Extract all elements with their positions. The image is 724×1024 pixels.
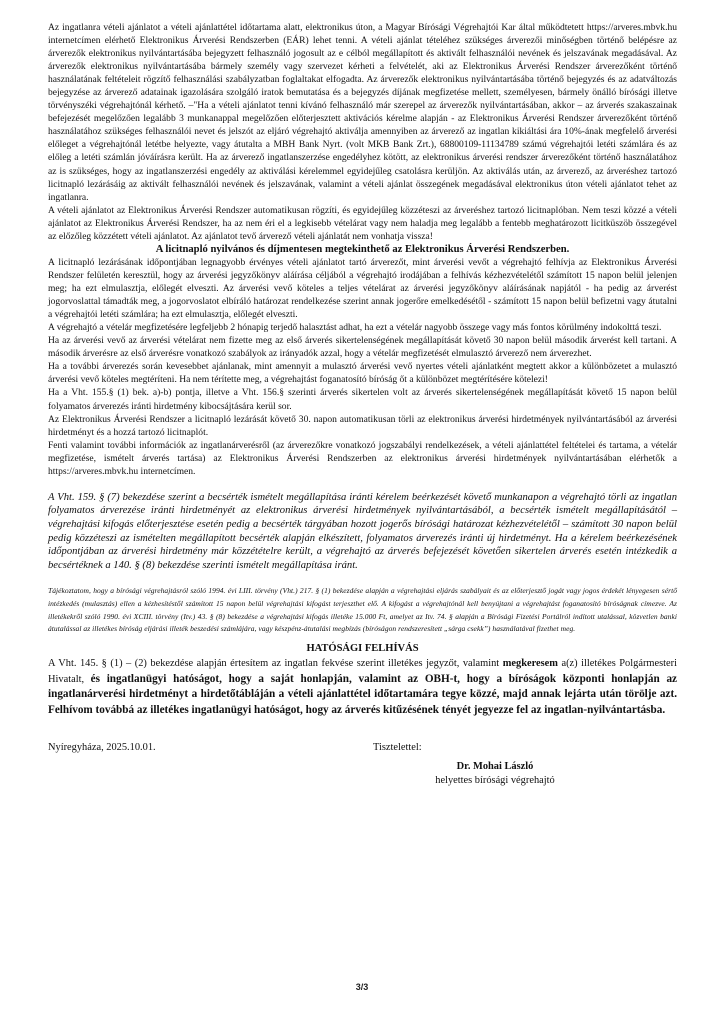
paragraph-vht-159: A Vht. 159. § (7) bekezdése szerint a becsérték ismételt megállapítása iránti kérelem beérkezését követő munkanapon a végrehajtó törli az ingatlan folyamatos árverezése iránti hirdetményét az elektronikus árverési hirdetmények nyilvántartásából, a becsérték ismételt megállapításától – végrehajtási kifogás előterjesztése esetén pedig a becsérték tárgyában hozott jogerős bírósági határozat kézhezvételétől – számított 30 napon belül pedig közzéteszi az ismételten megállapított becsérték alapján elkészített, folyamatos árverezés iránti új hirdetményt. Ha a kérelem beérkezésének időpontjában az árverési hirdetmény már közzétételre került, a végrehajtó az árverés befejezését követően sikertelen árverés esetén intézkedik a becsértéknek a 140. § (8) bekezdése szerinti ismételt megállapítása iránt. [48,491,677,571]
paragraph-online-bidding: Az ingatlanra vételi ajánlatot a vételi ajánlattétel időtartama alatt, elektronikus úton, a Magyar Bírósági Végrehajtói Kar által működtetett https://arveres.mbvk.hu internetcímen elérhető Elektronikus Árverési Rendszerben (EÁR) lehet tenni. A vételi ajánlat tételéhez szükséges árverezői minőségben történő belépésre az árverezők elektronikus nyilvántartásába bejegyzett felhasználó jogosult az e célból megállapított és aktivált felhasználói nevének és jelszavának megadásával. Az árverezők elektronikus nyilvántartásába bármely személy vagy szervezet kérheti a felvételét, aki az Elektronikus Árverési Rendszer árverezőként történő használatának feltételeit rögzítő felhasználási szabályzatban foglaltakat elfogadta. Az árverezők elektronikus nyilvántartásába történő bejegyzés és az adatváltozás bejegyzése az árverező adatainak igazolására szolgáló iratok bemutatása és a bejegyzés díjának megfizetése mellett, személyesen, bármely önálló bírósági illetve törvényszéki végrehajtónál kérhető. –"Ha a vételi ajánlatot tenni kívánó felhasználó már szerepel az árverezők nyilvántartásában, akkor – az árverés szakaszainak befejezését megelőzően legalább 3 munkanappal megelőzően előterjesztett aktivációs kérelme alapján - az Elektronikus Árverési Rendszer árverezőként történő használatához szükséges felhasználói nevet és jelszót az eljáró végrehajtó aktiválja amennyiben az árverező az ingatlan kikiáltási ára 10%-ának megfelelő árverési előleget a végrehajtónál letétbe helyezte, vagy átutalta a MBH Bank Nyrt. (volt MKB Bank Zrt.), 68800109-11134789 számú végrehajtói letéti számlára és az előleg a letéti számlán jóváírásra került. Ha az árverező ingatlanszerzése engedélyhez kötött, az elektronikus árverési rendszer árverezőként történő használatához az is szükséges, hogy az ingatlanszerzési engedély az aktiválási kérelemmel egyidejűleg csatolásra kerüljön. Az aktiválás után, az árverező, az árveréshez tartozó licitnapló lezárásáig az aktivált felhasználói nevének és jelszavának, valamint a vételi ajánlat összegének megadásával elektronikus úton vételi ajánlatot tehet az ingatlanra. [48,22,677,203]
paragraph-auto-delete: Az Elektronikus Árverési Rendszer a licitnapló lezárását követő 30. napon automatikusan törli az elektronikus árverési hirdetmények nyilvántartásából az árverési hirdetményt és a hozzá tartozó licitnaplót. [48,413,677,438]
authority-bold-2: és ingatlanügyi hatóságot, hogy a saját honlapján, valamint az OBH-t, hogy a bíróságok központi honlapján az ingatlanárverési hirdetményt a hirdetőtábláján a vételi ajánlattétel időtartamára tegye közzé, majd annak lejárta után törölje azt. Felhívom továbbá az illetékes ingatlanügyi hatóságot, hogy az árverés kitűzésének tényét jegyezze fel az ingatlan-nyilvántartásba. [48,672,677,716]
paragraph-payment-extension: A végrehajtó a vételár megfizetésére legfeljebb 2 hónapig terjedő halasztást adhat, ha ezt a vételár nagyobb összege vagy más fontos körülmény indokolttá teszi. [48,322,662,334]
paragraph-authority-request [48,656,677,718]
page-number: 3/3 [355,982,369,992]
paragraph-bid-recording: A vételi ajánlatot az Elektronikus Árverési Rendszer automatikusan rögzíti, és egyidejűleg közzéteszi az árveréshez tartozó licitnaplóban. Nem teszi közzé a vételi ajánlatot az Elektronikus Árverési Rendszer, ha az nem éri el a legkisebb vételárat vagy nem haladja meg legalább a fentebb meghatározott licitküszöb összegével az előzőleg közzétett vételi ajánlatot. Az ajánlatot tevő árverező vételi ajánlatát nem vonhatja vissza! [48,204,677,242]
paragraph-legal-remedy-notice: Tájékoztatom, hogy a bírósági végrehajtásról szóló 1994. évi LIII. törvény (Vht.) 217. § (1) bekezdése alapján a végrehajtási eljárás szabályait és az előterjesztő jogát vagy jogos érdekét lényegesen sértő intézkedés (mulasztás) ellen a kézhesítéstől számított 15 napon belül végrehajtási kifogást terjeszthet elő. A kifogást a végrehajtónál kell benyújtani a végrehajtást foganatosító bíróságnak címezve. Az illetékekről szóló 1990. évi XCIII. törvény (Itv.) 43. § (8) bekezdése a végrehajtási kifogás illetéke 15.000 Ft, amelyet az Itv. 74. § alapján a Bírósági Fizetési Portálról indított utalással, közvetlen banki átutalással az illetékes bíróság eljárási illeték beszedési számlájára, vagy készpénz-átutalási megbízás (bíróságon rendszeresített „sárga csekk”) használatával fizethet meg. [48,586,677,634]
greeting: Tisztelettel: [373,741,422,753]
authority-bold-1: megkeresem [502,658,558,670]
spacer [48,572,677,585]
place-date: Nyíregyháza, 2025.10.01. [48,741,156,753]
authority-heading: HATÓSÁGI FELHÍVÁS [306,643,419,655]
authority-text-1: A Vht. 145. § (1) – (2) bekezdése alapján értesítem az ingatlan fekvése szerint illetékes jegyzőt, valamint [48,658,503,670]
authority-text-2: a(z) illetékes Polgármesteri Hivatalt, [48,658,677,685]
spacer [48,478,677,491]
signatory-title: helyettes bírósági végrehajtó [435,774,555,786]
signature-block [48,741,677,801]
signatory-name: Dr. Mohai László [456,760,534,772]
paragraph-second-auction: Ha az árverési vevő az árverési vételárat nem fizette meg az első árverés sikertelenségének megállapítását követő 30 napon belül második árverést kell tartani. A második árverésre az első árverésre vonatkozó szabályok az irányadók azzal, hogy a vételár megfizetését elmulasztó árverező nem árverezhet. [48,335,677,360]
document-page [48,21,677,801]
licitnaplo-heading: A licitnapló nyilvános és díjmentesen megtekinthető az Elektronikus Árverési Rendszerben. [155,243,570,255]
paragraph-continuous-auction: Ha a Vht. 155.§ (1) bek. a)-b) pontja, illetve a Vht. 156.§ szerinti árverés sikertelen volt az árverés sikertelenségének megállapítását követő 15 napon belül folyamatos árverezés iránti hirdetmény kibocsájtására kerül sor. [48,387,677,412]
paragraph-further-info: Fenti valamint további információk az ingatlanárverésről (az árverezőkre vonatkozó jogszabályi rendelkezések, a vételi ajánlattétel feltételei és tartama, a vételár megfizetése, ismételt árverés tartása) az Elektronikus Árverési Rendszerben az elektronikus árverési hirdetmények nyilvántartásában elérhetők a https://arveres.mbvk.hu internetcímen. [48,439,677,477]
paragraph-winning-bidder: A licitnapló lezárásának időpontjában legnagyobb érvényes vételi ajánlatot tartó árverezőt, mint árverési vevőt a végrehajtó felhívja az Elektronikus Árverési Rendszer felületén keresztül, hogy az árverési jegyzőkönyv aláírása céljából a végrehajtó irodájában a felhívás kézhezvételétől számított 15 napon belül jelenjen meg; ha ezt elmulasztja, előlegét elveszti. Az árverési vevő köteles a teljes vételárat az árverési jegyzőkönyv aláírásának napjától - ha pedig az árverést jogorvoslattal támadták meg, a jogorvoslatot elbíráló határozat rendelkezése szerint annak jogerőre emelkedésétől - számított 15 napon belül befizetni vagy átutalni a végrehajtói letéti számlára; ha ezt elmulasztja, előlegét elveszti. [48,257,677,321]
paragraph-difference: Ha a további árverezés során kevesebbet ajánlanak, mint amennyit a mulasztó árverési vevő nyertes vételi ajánlatként megtett akkor a különbözetet a mulasztó árverési vevő köteles megtéríteni. Ha nem térítette meg, a végrehajtást foganatosító bíróság őt a különbözet megtérítésére kötelezi! [48,361,677,386]
